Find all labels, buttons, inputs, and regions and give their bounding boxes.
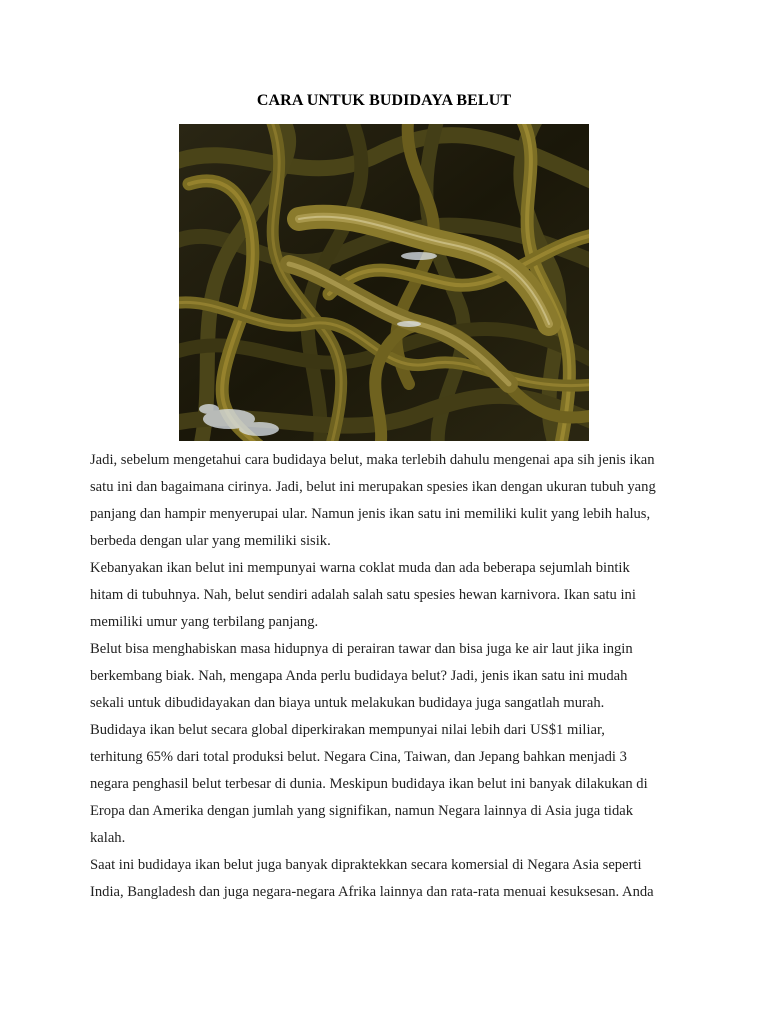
text-line: satu ini dan bagaimana cirinya. Jadi, belut ini merupakan spesies ikan dengan ukuran tubuh yang [90,479,656,495]
article-body [90,447,690,906]
text-line: Saat ini budidaya ikan belut juga banyak dipraktekkan secara komersial di Negara Asia seperti [90,857,642,873]
text-line: sekali untuk dibudidayakan dan biaya untuk melakukan budidaya juga sangatlah murah. [90,695,605,711]
eels-illustration [179,124,589,441]
text-line: negara penghasil belut terbesar di dunia. Meskipun budidaya ikan belut ini banyak dilakukan di [90,776,648,792]
text-line: terhitung 65% dari total produksi belut. Negara Cina, Taiwan, dan Jepang bahkan menjadi 3 [90,749,627,765]
text-line: panjang dan hampir menyerupai ular. Namun jenis ikan satu ini memiliki kulit yang lebih halus, [90,506,651,522]
text-line: kalah. [90,830,126,846]
text-line: memiliki umur yang terbilang panjang. [90,614,319,630]
text-line: Eropa dan Amerika dengan jumlah yang signifikan, namun Negara lainnya di Asia juga tidak [90,803,634,819]
text-line: Belut bisa menghabiskan masa hidupnya di perairan tawar dan bisa juga ke air laut jika ingin [90,641,633,657]
document-title: CARA UNTUK BUDIDAYA BELUT [256,92,512,109]
text-line: berbeda dengan ular yang memiliki sisik. [90,533,331,549]
text-line: hitam di tubuhnya. Nah, belut sendiri adalah salah satu spesies hewan karnivora. Ikan satu ini [90,587,636,603]
eels-photo [179,124,589,441]
text-line: India, Bangladesh dan juga negara-negara Afrika lainnya dan rata-rata menuai kesuksesan. Anda [90,884,654,900]
text-line: Kebanyakan ikan belut ini mempunyai warna coklat muda dan ada beberapa sejumlah bintik [90,560,630,576]
text-line: Budidaya ikan belut secara global diperkirakan mempunyai nilai lebih dari US$1 miliar, [90,722,605,738]
text-line: berkembang biak. Nah, mengapa Anda perlu budidaya belut? Jadi, jenis ikan satu ini mudah [90,668,628,684]
text-line: Jadi, sebelum mengetahui cara budidaya belut, maka terlebih dahulu mengenai apa sih jenis ikan [90,452,655,468]
